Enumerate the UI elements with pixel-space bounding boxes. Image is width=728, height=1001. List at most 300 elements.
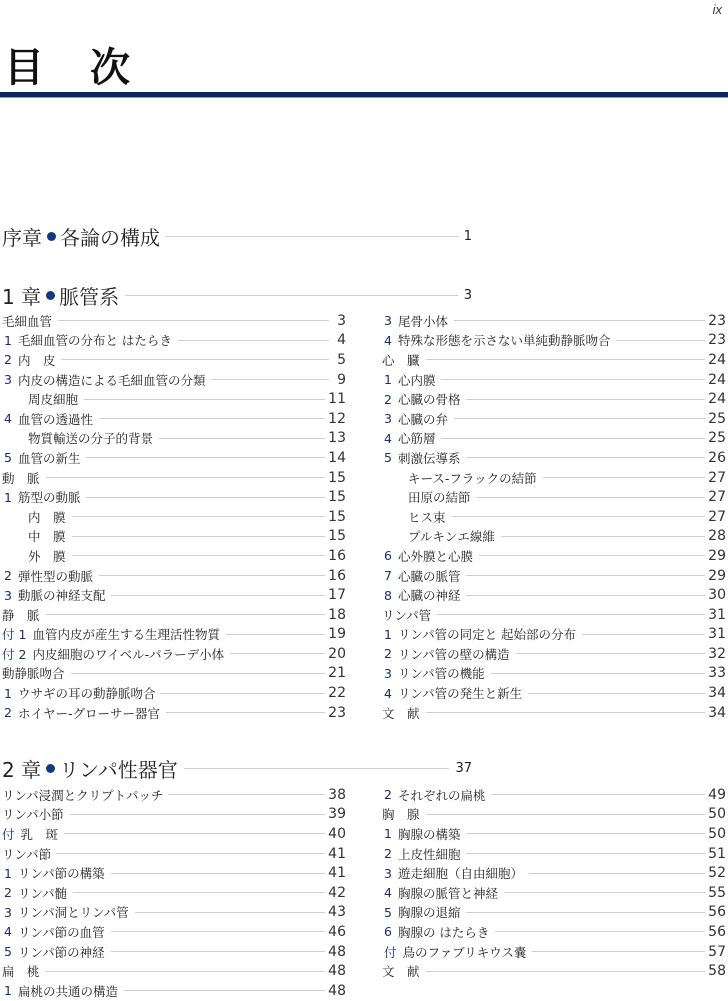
leader-line <box>211 379 329 380</box>
entry-title: リンパ小節 <box>2 807 64 823</box>
entry-number: 付 <box>2 826 15 842</box>
entry-title: リンパ管 <box>382 607 432 623</box>
toc-entry[interactable] <box>2 703 346 723</box>
entry-title: 心臓の神経 <box>397 588 461 604</box>
entry-number: 6 <box>384 548 392 564</box>
entry-page: 48 <box>328 982 346 999</box>
bullet-dot-icon <box>46 291 55 300</box>
leader-line <box>99 418 325 419</box>
toc-entry[interactable] <box>2 331 346 351</box>
entry-title: 扁桃の共通の構造 <box>17 983 118 999</box>
bullet-dot-icon <box>46 764 55 773</box>
leader-line <box>437 614 705 615</box>
entry-title: 文 献 <box>382 964 420 980</box>
entry-title: リンパ洞とリンパ管 <box>17 905 129 921</box>
leader-line <box>135 912 325 913</box>
entry-page: 55 <box>708 884 726 901</box>
leader-line <box>99 575 325 576</box>
entry-title: ホイヤー-グローサー器官 <box>17 705 160 721</box>
entry-title: リンパ管の発生と新生 <box>397 686 523 702</box>
toc-entry[interactable] <box>382 683 726 703</box>
entry-number: 3 <box>4 587 12 603</box>
leader-line <box>466 853 705 854</box>
leader-line <box>479 555 705 556</box>
chapter-heading-2[interactable] <box>2 754 472 783</box>
entry-number: 4 <box>4 924 12 940</box>
entry-page: 15 <box>328 489 346 506</box>
toc-entry[interactable] <box>382 805 726 825</box>
toc-entry[interactable] <box>382 331 726 351</box>
entry-page: 38 <box>328 786 346 803</box>
chapter-heading-intro[interactable] <box>2 222 472 251</box>
entry-number: 4 <box>384 332 392 348</box>
entry-number: 2 <box>384 646 392 662</box>
entry-number: 2 <box>4 885 12 901</box>
toc-entry[interactable] <box>382 566 726 586</box>
entry-title: 田原の結節 <box>408 490 471 506</box>
entry-page: 23 <box>328 704 346 721</box>
leader-line <box>454 418 705 419</box>
leader-line <box>441 379 705 380</box>
title-rule <box>0 92 728 97</box>
toc-entry[interactable] <box>382 703 726 723</box>
entry-page: 25 <box>708 410 726 427</box>
toc-entry[interactable] <box>2 644 346 664</box>
entry-title: 鳥のファブリキウス嚢 <box>402 944 527 960</box>
entry-title: 動静脈吻合 <box>2 666 65 682</box>
entry-page: 49 <box>708 786 726 803</box>
toc-entry[interactable] <box>382 311 726 331</box>
toc-entry[interactable] <box>382 605 726 625</box>
entry-title: 内 皮 <box>17 352 56 368</box>
entry-title: 心 臓 <box>382 352 420 368</box>
entry-number: 1 <box>4 685 12 701</box>
toc-entry[interactable] <box>2 350 346 370</box>
entry-page: 41 <box>328 845 346 862</box>
leader-line <box>529 873 705 874</box>
leader-line <box>441 438 705 439</box>
entry-number: 4 <box>4 411 12 427</box>
leader-line <box>226 634 325 635</box>
entry-title: リンパ管の壁の構造 <box>397 646 510 662</box>
entry-page: 48 <box>328 963 346 980</box>
toc-entry[interactable] <box>2 448 346 468</box>
entry-title: 動 脈 <box>2 470 40 486</box>
toc-entry[interactable] <box>382 546 726 566</box>
entry-page: 24 <box>708 371 726 388</box>
bullet-dot-icon <box>47 232 56 241</box>
entry-number: 2 <box>4 705 12 721</box>
entry-page: 33 <box>708 665 726 682</box>
entry-page: 30 <box>708 587 726 604</box>
entry-title: 心臓の弁 <box>397 411 448 427</box>
toc-entry[interactable] <box>2 824 346 844</box>
page-title <box>4 36 130 93</box>
entry-number: 2 <box>384 391 392 407</box>
leader-line <box>466 575 705 576</box>
entry-page: 57 <box>708 943 726 960</box>
entry-number: 1 <box>4 983 12 999</box>
entry-number: 5 <box>384 904 392 920</box>
leader-line <box>46 477 326 478</box>
entry-page: 23 <box>708 312 726 329</box>
entry-page: 21 <box>328 665 346 682</box>
toc-entry[interactable] <box>2 785 346 805</box>
entry-page: 43 <box>328 904 346 921</box>
chapter-page: 37 <box>455 761 472 776</box>
toc-entry[interactable] <box>382 664 726 684</box>
toc-entry[interactable] <box>382 625 726 645</box>
entry-page: 56 <box>708 904 726 921</box>
entry-title: 扁 桃 <box>2 964 40 980</box>
entry-title: 弾性型の動脈 <box>17 568 93 584</box>
entry-title: 筋型の動脈 <box>17 490 81 506</box>
toc-entry[interactable] <box>382 585 726 605</box>
entry-title: 毛細血管の分布と はたらき <box>17 333 172 349</box>
entry-title: 外 膜 <box>28 548 66 564</box>
leader-line <box>616 340 705 341</box>
entry-number: 1 <box>4 865 12 881</box>
toc-entry[interactable] <box>2 844 346 864</box>
toc-entry[interactable] <box>382 942 726 962</box>
leader-line <box>169 794 325 795</box>
entry-page: 27 <box>708 489 726 506</box>
entry-title: それぞれの扁桃 <box>397 787 486 803</box>
leader-line <box>159 438 325 439</box>
toc-entry[interactable] <box>382 370 726 390</box>
leader-line <box>73 892 325 893</box>
leader-line <box>84 399 325 400</box>
entry-number: 8 <box>384 587 392 603</box>
leader-line <box>491 794 705 795</box>
leader-line <box>125 295 458 296</box>
entry-page: 17 <box>328 587 346 604</box>
entry-page: 16 <box>328 567 346 584</box>
entry-title: 動脈の神経支配 <box>17 588 106 604</box>
entry-page: 34 <box>708 704 726 721</box>
entry-page: 52 <box>708 865 726 882</box>
leader-line <box>477 497 706 498</box>
toc-entry[interactable] <box>2 961 346 981</box>
entry-number: 2 <box>384 846 392 862</box>
entry-title: 内皮細胞のワイベル-パラーデ小体 <box>32 646 225 662</box>
entry-title: 物質輸送の分子的背景 <box>28 431 154 447</box>
toc-entry[interactable] <box>2 981 346 1001</box>
leader-line <box>582 634 705 635</box>
leader-line <box>466 457 705 458</box>
toc-entry[interactable] <box>382 961 726 981</box>
leader-line <box>426 712 706 713</box>
toc-entry[interactable] <box>382 903 726 923</box>
entry-number: 1 <box>384 626 392 642</box>
toc-entry[interactable] <box>2 883 346 903</box>
entry-number: 5 <box>4 450 12 466</box>
entry-number: 2 <box>384 787 392 803</box>
leader-line <box>111 951 326 952</box>
entry-title: 心内膜 <box>397 372 436 388</box>
leader-line <box>230 653 325 654</box>
leader-line <box>46 614 326 615</box>
entry-page: 26 <box>708 449 726 466</box>
entry-page: 4 <box>337 332 346 349</box>
entry-title: 乳 斑 <box>20 826 59 842</box>
entry-number: 付 <box>384 944 397 960</box>
entry-page: 27 <box>708 508 726 525</box>
entry-page: 42 <box>328 884 346 901</box>
entry-title: 内皮の構造による毛細血管の分類 <box>17 372 206 388</box>
entry-title: 上皮性細胞 <box>397 846 461 862</box>
toc-entry[interactable] <box>2 585 346 605</box>
toc-entry[interactable] <box>2 863 346 883</box>
entry-page: 56 <box>708 923 726 940</box>
entry-page: 27 <box>708 469 726 486</box>
entry-title: 血管内皮が産生する生理活性物質 <box>32 627 220 643</box>
entry-number: 1 <box>4 332 12 348</box>
toc-entry[interactable] <box>2 942 346 962</box>
entry-page: 28 <box>708 528 726 545</box>
leader-line <box>58 320 329 321</box>
chapter-1-left-column <box>2 311 346 722</box>
entry-number: 4 <box>384 685 392 701</box>
toc-entry[interactable] <box>2 507 346 527</box>
entry-page: 25 <box>708 430 726 447</box>
entry-number: 7 <box>384 568 392 584</box>
toc-entry[interactable] <box>2 311 346 331</box>
entry-title: 文 献 <box>382 705 420 721</box>
entry-page: 31 <box>708 606 726 623</box>
entry-title: 心臓の脈管 <box>397 568 461 584</box>
leader-line <box>426 359 706 360</box>
chapter-number: 1 章 <box>2 285 42 309</box>
entry-number: 3 <box>384 411 392 427</box>
entry-title: 中 膜 <box>28 529 66 545</box>
toc-entry[interactable] <box>2 922 346 942</box>
entry-title: プルキンエ線維 <box>408 529 495 545</box>
chapter-1-right-column <box>382 311 726 722</box>
chapter-page: 3 <box>463 288 472 303</box>
leader-line <box>111 873 326 874</box>
entry-page: 12 <box>328 410 346 427</box>
leader-line <box>454 320 705 321</box>
entry-page: 41 <box>328 865 346 882</box>
entry-page: 5 <box>337 351 346 368</box>
leader-line <box>528 693 705 694</box>
entry-number: 4 <box>384 430 392 446</box>
entry-page: 51 <box>708 845 726 862</box>
entry-title: 特殊な形態を示さない単純動静脈吻合 <box>397 333 611 349</box>
entry-page: 40 <box>328 825 346 842</box>
entry-number: 3 <box>4 372 12 388</box>
chapter-page: 1 <box>463 229 472 244</box>
leader-line <box>466 912 705 913</box>
entry-number: 3 <box>384 865 392 881</box>
entry-page: 18 <box>328 606 346 623</box>
toc-entry[interactable] <box>382 429 726 449</box>
toc-entry[interactable] <box>2 566 346 586</box>
entry-page: 29 <box>708 567 726 584</box>
leader-line <box>70 814 326 815</box>
title-char-2: 次 <box>90 44 130 91</box>
toc-entry[interactable] <box>2 370 346 390</box>
toc-entry[interactable] <box>382 863 726 883</box>
toc-entry[interactable] <box>2 546 346 566</box>
entry-number: 5 <box>384 450 392 466</box>
leader-line <box>166 712 325 713</box>
toc-entry[interactable] <box>382 448 726 468</box>
entry-number: 付 1 <box>2 627 27 643</box>
leader-line <box>543 477 706 478</box>
leader-line <box>466 833 705 834</box>
entry-page: 13 <box>328 430 346 447</box>
entry-title: 周皮細胞 <box>28 392 79 408</box>
leader-line <box>111 595 325 596</box>
leader-line <box>124 990 325 991</box>
entry-page: 22 <box>328 685 346 702</box>
entry-title: リンパ髄 <box>17 885 68 901</box>
toc-entry[interactable] <box>2 487 346 507</box>
leader-line <box>426 971 706 972</box>
toc-entry[interactable] <box>382 527 726 547</box>
entry-title: 胸腺の はたらき <box>397 924 490 940</box>
entry-page: 23 <box>708 332 726 349</box>
toc-entry[interactable] <box>382 409 726 429</box>
leader-line <box>491 673 706 674</box>
toc-entry[interactable] <box>382 468 726 488</box>
entry-title: 心臓の骨格 <box>397 392 461 408</box>
entry-page: 31 <box>708 626 726 643</box>
leader-line <box>57 853 325 854</box>
leader-line <box>516 653 706 654</box>
entry-number: 3 <box>384 665 392 681</box>
chapter-2-left-column <box>2 785 346 1001</box>
entry-page: 15 <box>328 469 346 486</box>
toc-entry[interactable] <box>382 785 726 805</box>
entry-title: 血管の新生 <box>17 450 81 466</box>
toc-entry[interactable] <box>382 824 726 844</box>
entry-number: 1 <box>384 826 392 842</box>
toc-entry[interactable] <box>382 883 726 903</box>
toc-entry[interactable] <box>2 903 346 923</box>
entry-title: キース-フラックの結節 <box>408 470 537 486</box>
toc-entry[interactable] <box>382 507 726 527</box>
leader-line <box>61 359 329 360</box>
entry-number: 付 2 <box>2 646 27 662</box>
toc-entry[interactable] <box>2 805 346 825</box>
entry-title: 胸腺の構築 <box>397 826 461 842</box>
leader-line <box>72 555 326 556</box>
toc-entry[interactable] <box>2 683 346 703</box>
entry-title: 胸 腺 <box>382 807 420 823</box>
entry-page: 34 <box>708 685 726 702</box>
entry-title: 毛細血管 <box>2 313 53 329</box>
entry-title: リンパ浸潤とクリプトパッチ <box>2 787 164 803</box>
entry-title: 心外膜と心膜 <box>397 548 473 564</box>
entry-number: 4 <box>384 885 392 901</box>
leader-line <box>72 536 326 537</box>
entry-title: 内 膜 <box>28 509 66 525</box>
toc-entry[interactable] <box>382 844 726 864</box>
leader-line <box>166 236 458 237</box>
entry-page: 15 <box>328 528 346 545</box>
entry-title: リンパ節の血管 <box>17 924 105 940</box>
entry-title: 胸腺の脈管と神経 <box>397 885 498 901</box>
entry-number: 3 <box>384 313 392 329</box>
entry-page: 19 <box>328 626 346 643</box>
leader-line <box>86 497 325 498</box>
toc-entry[interactable] <box>382 350 726 370</box>
toc-entry[interactable] <box>2 429 346 449</box>
entry-page: 11 <box>328 391 346 408</box>
chapter-heading-1[interactable] <box>2 281 472 310</box>
entry-page: 9 <box>337 371 346 388</box>
entry-page: 3 <box>337 312 346 329</box>
entry-title: 静 脈 <box>2 607 40 623</box>
entry-title: リンパ節の構築 <box>17 866 105 882</box>
toc-entry[interactable] <box>382 922 726 942</box>
entry-page: 24 <box>708 351 726 368</box>
leader-line <box>46 971 326 972</box>
entry-number: 2 <box>4 352 12 368</box>
toc-entry[interactable] <box>2 605 346 625</box>
entry-title: 血管の透過性 <box>17 411 93 427</box>
entry-title: リンパ管の同定と 起始部の分布 <box>397 627 577 643</box>
toc-entry[interactable] <box>2 664 346 684</box>
chapter-title: 各論の構成 <box>60 226 160 250</box>
toc-entry[interactable] <box>382 389 726 409</box>
entry-page: 20 <box>328 645 346 662</box>
toc-entry[interactable] <box>2 409 346 429</box>
leader-line <box>426 814 706 815</box>
toc-entry[interactable] <box>2 527 346 547</box>
entry-page: 50 <box>708 825 726 842</box>
toc-entry[interactable] <box>2 468 346 488</box>
leader-line <box>466 595 705 596</box>
leader-line <box>64 833 325 834</box>
entry-number: 1 <box>384 372 392 388</box>
toc-entry[interactable] <box>382 644 726 664</box>
chapter-title: リンパ性器官 <box>59 758 178 782</box>
entry-number: 2 <box>4 568 12 584</box>
entry-page: 50 <box>708 806 726 823</box>
entry-title: 刺激伝導系 <box>397 450 461 466</box>
leader-line <box>72 516 326 517</box>
leader-line <box>161 693 325 694</box>
leader-line <box>466 399 705 400</box>
toc-entry[interactable] <box>382 487 726 507</box>
leader-line <box>178 340 329 341</box>
entry-page: 48 <box>328 943 346 960</box>
entry-title: ヒス束 <box>408 509 446 525</box>
leader-line <box>504 892 705 893</box>
leader-line <box>452 516 706 517</box>
entry-title: 尾骨小体 <box>397 313 448 329</box>
entry-number: 6 <box>384 924 392 940</box>
entry-page: 15 <box>328 508 346 525</box>
page-number: ix <box>712 2 722 17</box>
leader-line <box>111 931 326 932</box>
entry-title: 遊走細胞（自由細胞） <box>397 866 523 882</box>
toc-entry[interactable] <box>2 389 346 409</box>
toc-entry[interactable] <box>2 625 346 645</box>
chapter-title: 脈管系 <box>59 285 120 309</box>
entry-page: 29 <box>708 547 726 564</box>
leader-line <box>71 673 326 674</box>
entry-page: 24 <box>708 391 726 408</box>
leader-line <box>495 931 705 932</box>
entry-page: 16 <box>328 547 346 564</box>
entry-title: リンパ節 <box>2 846 52 862</box>
entry-number: 3 <box>4 904 12 920</box>
